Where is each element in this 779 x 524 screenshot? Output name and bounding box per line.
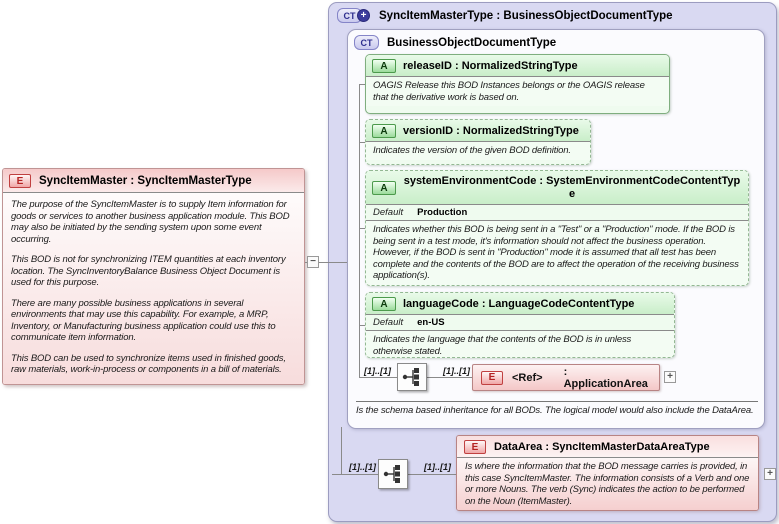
- attribute-annotation: OAGIS Release this BOD Instances belongs or the OAGIS release that the derivative work is based on.: [366, 77, 669, 106]
- annotation-paragraph: The purpose of the SyncItemMaster is to supply Item information for goods or services to another business application module. This BOD may also be initiated by the sending system upon some event occurring.: [11, 199, 290, 245]
- default-value: en-US: [417, 317, 445, 328]
- base-type-box: [347, 29, 765, 429]
- attribute-annotation: Indicates whether this BOD is being sent in a "Test" or a "Production" mode. If the BOD is being sent in a test mode, it's information should not affect the business operation. However, if the BOD is sent in "Production" mode it is assumed that all test has been complete and the contents of the BOD are to affect the operation of the receiving business application(s).: [366, 221, 748, 285]
- attribute-box-versionid[interactable]: [365, 119, 591, 165]
- attribute-default-row: [366, 315, 674, 331]
- ct-derived-badge-icon: [337, 8, 370, 23]
- base-type-annotation: Is the schema based inheritance for all BODs. The logical model would also include the DataArea.: [356, 405, 754, 416]
- attribute-default-row: [366, 205, 748, 221]
- attribute-box-releaseid[interactable]: [365, 54, 670, 114]
- annotation-paragraph: This BOD is not for synchronizing ITEM quantities at each inventory location. The SyncInventoryBalance Business Object Document is used for this purpose.: [11, 254, 286, 288]
- complex-type-container: [328, 2, 777, 522]
- derivation-plus-icon: +: [357, 9, 370, 22]
- attribute-box-languagecode[interactable]: [365, 292, 675, 358]
- multiplicity-label: [1]..[1]: [364, 366, 391, 376]
- sequence-icon[interactable]: [378, 459, 408, 489]
- element-badge-icon: E: [9, 174, 31, 188]
- complex-type-header: [337, 8, 673, 23]
- multiplicity-label: [1]..[1]: [443, 366, 470, 376]
- element-annotation: Is where the information that the BOD message carries is provided, in this case SyncItemMaster. The information consists of a Verb and one or more Nouns. The verb (Sync) indicates the action to be performed on the Noun (ItemMaster).: [457, 458, 758, 510]
- connector-line: [332, 474, 378, 475]
- attribute-annotation: Indicates the language that the contents of the BOD is in unless otherwise stated.: [366, 331, 674, 358]
- attribute-badge-icon: A: [372, 297, 396, 311]
- attribute-title: languageCode : LanguageCodeContentType: [403, 298, 635, 310]
- element-title: SyncItemMaster : SyncItemMasterType: [39, 175, 252, 187]
- attribute-badge-icon: A: [372, 124, 396, 138]
- element-title: DataArea : SyncItemMasterDataAreaType: [494, 441, 710, 453]
- connector-line: [408, 474, 456, 475]
- connector-line: [427, 377, 472, 378]
- multiplicity-label: [1]..[1]: [349, 462, 376, 472]
- connector-line: [341, 427, 342, 474]
- sequence-icon[interactable]: [397, 363, 427, 391]
- multiplicity-label: [1]..[1]: [424, 462, 451, 472]
- attribute-title: releaseID : NormalizedStringType: [403, 60, 578, 72]
- element-header[interactable]: [3, 169, 304, 193]
- annotation-paragraph: This BOD can be used to synchronize items used in finished goods, raw materials, work-in-process or components in a bill of materials.: [11, 352, 286, 375]
- attribute-annotation: Indicates the version of the given BOD definition.: [366, 142, 590, 160]
- expand-icon[interactable]: +: [664, 371, 676, 383]
- element-box-syncitemmaster[interactable]: [2, 168, 305, 385]
- element-box-applicationarea-ref[interactable]: [472, 364, 660, 391]
- element-badge-icon: E: [464, 440, 486, 454]
- connector-line: [359, 84, 360, 377]
- base-type-header: [354, 35, 556, 50]
- ref-element-name: <Ref>: [512, 371, 543, 384]
- attribute-badge-icon: A: [372, 181, 396, 195]
- base-type-title: BusinessObjectDocumentType: [387, 36, 557, 49]
- attribute-title: versionID : NormalizedStringType: [403, 125, 579, 137]
- ct-badge-icon: CT: [337, 8, 362, 23]
- default-label: Default: [373, 207, 404, 218]
- annotation-separator: [356, 401, 758, 402]
- connector-line: [359, 377, 397, 378]
- annotation-paragraph: There are many possible business applications in several environments that may use this capability. For example, a MRP, Inventory, or Manufacturing business application could use this to communicate item information.: [11, 297, 276, 343]
- attribute-title: systemEnvironmentCode : SystemEnvironmentCodeContentType: [403, 175, 741, 200]
- default-label: Default: [373, 317, 404, 328]
- element-badge-icon: E: [481, 371, 503, 385]
- complex-type-title: SyncItemMasterType : BusinessObjectDocumentType: [379, 9, 673, 22]
- ct-badge-icon: CT: [354, 35, 379, 50]
- expand-icon[interactable]: +: [764, 468, 776, 480]
- default-value: Production: [417, 207, 468, 218]
- element-box-dataarea[interactable]: [456, 435, 759, 511]
- element-annotation: [3, 193, 304, 384]
- attribute-badge-icon: A: [372, 59, 396, 73]
- ref-element-type: : ApplicationArea: [563, 365, 648, 390]
- collapse-icon[interactable]: −: [307, 256, 319, 268]
- attribute-box-systemenvironmentcode[interactable]: [365, 170, 749, 286]
